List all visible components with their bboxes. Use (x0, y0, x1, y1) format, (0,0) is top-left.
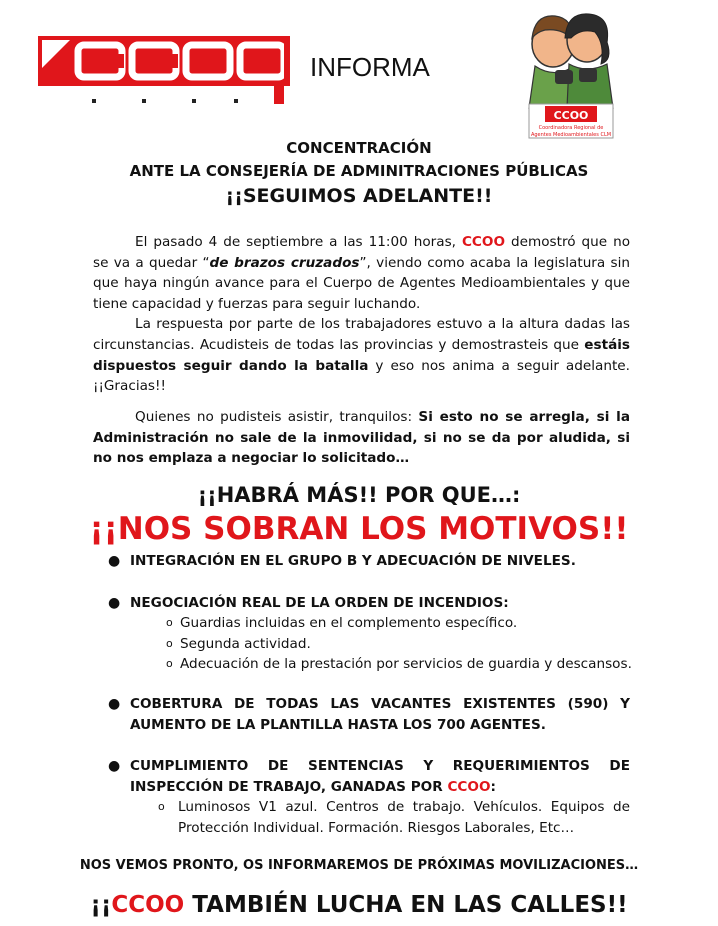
heading-line-2: ANTE LA CONSEJERÍA DE ADMINITRACIONES PÚBLICAS (129, 162, 589, 180)
paragraph-1: El pasado 4 de septiembre a las 11:00 horas, CCOO demostró que no se va a quedar “de brazos cruzados”, viendo como acaba la legislatura sin que haya ningún avance para el Cuerpo de Agentes Medioambientales y que tiene capacidad y fuerzas para seguir luchando. La respuesta por parte de los trabajadores estuvo a la altura dadas las circunstancias. Acudisteis de todas las provincias y demostrasteis que estáis dispuestos seguir dando la batalla y eso nos anima a seguir adelante. ¡¡Gracias!! (93, 234, 631, 395)
motivos-heading: ¡¡NOS SOBRAN LOS MOTIVOS!! (89, 511, 629, 547)
mascot-badge-text: CCOO (553, 109, 589, 122)
footer-line-1: NOS VEMOS PRONTO, OS INFORMAREMOS DE PRÓXIMAS MOVILIZACIONES… (79, 858, 639, 873)
habra-mas-heading: ¡¡HABRÁ MÁS!! POR QUE…: (197, 483, 521, 507)
ccoo-logo (38, 36, 290, 108)
paragraph-2: Quienes no pudisteis asistir, tranquilos: Si esto no se arregla, si la Administración no sale de la inmovilidad, si no se da por aludida, si no nos emplaza a negociar lo solicitado… (93, 409, 630, 467)
mascot-caption-2: Agentes Medioambientales CLM (530, 132, 612, 138)
bullet-2: ● NEGOCIACIÓN REAL DE LA ORDEN DE INCENDIOS: (108, 595, 509, 611)
bullet-3: ● COBERTURA DE TODAS LAS VACANTES EXISTENTES (590) Y AUMENTO DE LA PLANTILLA HASTA LOS 700 AGENTES. (108, 696, 630, 733)
ccoo-text: CCOO (447, 778, 491, 795)
bullet-2-sub-3: o Adecuación de la prestación por servicios de guardia y descansos. (166, 656, 632, 672)
mascot-illustration (515, 8, 625, 140)
bullet-2-sub-2: o Segunda actividad. (166, 636, 311, 652)
heading-line-3: ¡¡SEGUIMOS ADELANTE!! (225, 185, 493, 207)
ccoo-text: CCOO (461, 234, 506, 250)
footer-slogan: ¡¡CCOO TAMBIÉN LUCHA EN LAS CALLES!! (90, 892, 628, 918)
heading-line-1: CONCENTRACIÓN (286, 139, 432, 157)
mascot-caption-1: Coordinadora Regional de (538, 125, 604, 131)
bullet-2-sub-1: o Guardias incluidas en el complemento específico. (166, 615, 518, 631)
informa-label: INFORMA (310, 52, 430, 82)
bullet-4: ● CUMPLIMIENTO DE SENTENCIAS Y REQUERIMIENTOS DE INSPECCIÓN DE TRABAJO, GANADAS POR CCOO: (108, 758, 630, 795)
bullet-4-sub: o Luminosos V1 azul. Centros de trabajo. Vehículos. Equipos de Protección Individual. Formación. Riesgos Laborales, Etc… (158, 799, 630, 836)
bullet-1: ● INTEGRACIÓN EN EL GRUPO B Y ADECUACIÓN DE NIVELES. (108, 553, 576, 569)
ccoo-text: CCOO (111, 892, 185, 918)
